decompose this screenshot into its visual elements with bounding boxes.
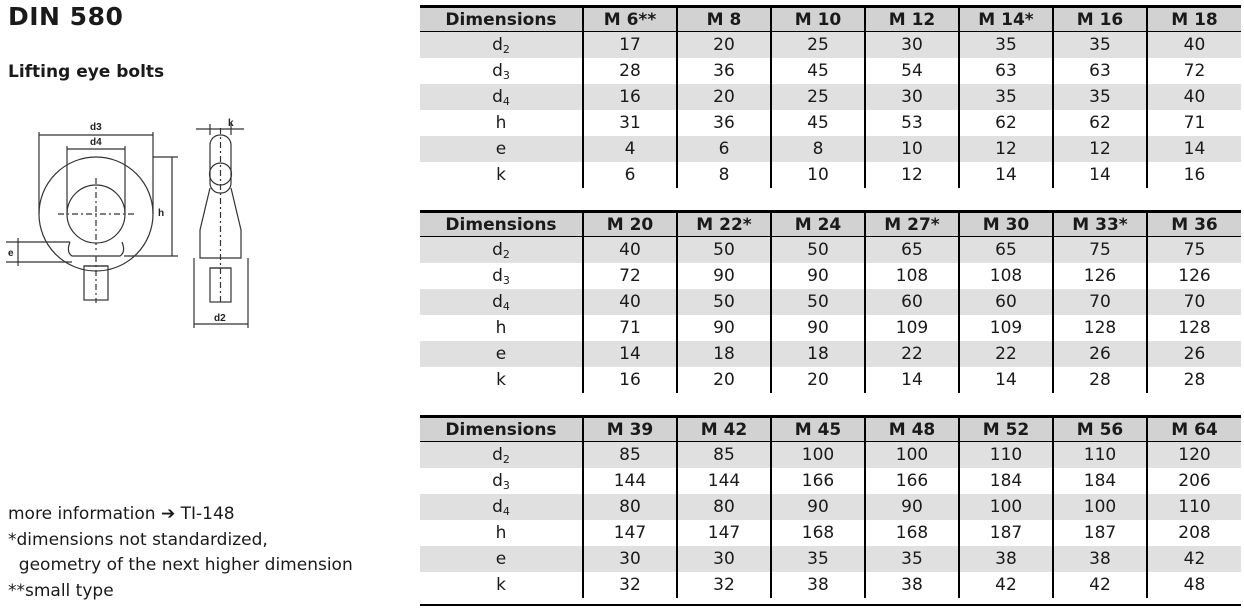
- table-cell: 25: [771, 84, 865, 110]
- symbol-letter: d: [492, 471, 503, 491]
- row-symbol: [420, 84, 583, 110]
- table-cell: 30: [865, 32, 959, 59]
- label-k: k: [228, 118, 234, 129]
- header-size: M 24: [771, 212, 865, 237]
- table-cell: 100: [771, 442, 865, 469]
- symbol-letter: h: [495, 113, 507, 133]
- table-cell: 30: [583, 546, 677, 572]
- table-cell: 187: [1053, 520, 1147, 546]
- table-cell: 4: [583, 136, 677, 162]
- header-dimensions: Dimensions: [420, 7, 583, 32]
- table-cell: 166: [865, 468, 959, 494]
- table-cell: 110: [959, 442, 1053, 469]
- table-cell: 32: [677, 572, 771, 598]
- row-symbol: [420, 468, 583, 494]
- table-cell: 36: [677, 58, 771, 84]
- row-symbol: [420, 367, 583, 393]
- table-cell: 90: [771, 263, 865, 289]
- table-cell: 42: [1053, 572, 1147, 598]
- header-dimensions: Dimensions: [420, 212, 583, 237]
- table-cell: 38: [959, 546, 1053, 572]
- table-cell: 128: [1053, 315, 1147, 341]
- row-symbol: [420, 263, 583, 289]
- symbol-letter: e: [495, 139, 507, 159]
- header-size: M 8: [677, 7, 771, 32]
- table-cell: 40: [1147, 32, 1241, 59]
- table-cell: 60: [959, 289, 1053, 315]
- table-cell: 71: [1147, 110, 1241, 136]
- table-cell: 62: [959, 110, 1053, 136]
- dimension-table-2: [420, 210, 1241, 393]
- table-cell: 70: [1053, 289, 1147, 315]
- table-cell: 35: [1053, 32, 1147, 59]
- table-cell: 38: [1053, 546, 1147, 572]
- table-cell: 65: [865, 237, 959, 264]
- table-cell: 110: [1053, 442, 1147, 469]
- table-cell: 30: [677, 546, 771, 572]
- table-cell: 108: [959, 263, 1053, 289]
- header-size: M 10: [771, 7, 865, 32]
- table-cell: 120: [1147, 442, 1241, 469]
- symbol-subscript: 2: [502, 43, 510, 56]
- table-cell: 12: [865, 162, 959, 188]
- table-row: [420, 367, 1241, 393]
- header-size: M 42: [677, 417, 771, 442]
- table-cell: 65: [959, 237, 1053, 264]
- table-cell: 22: [865, 341, 959, 367]
- table-row: [420, 58, 1241, 84]
- table-cell: 16: [583, 367, 677, 393]
- table-cell: 40: [583, 289, 677, 315]
- symbol-letter: e: [495, 549, 507, 569]
- table-cell: 28: [1053, 367, 1147, 393]
- header-size: M 56: [1053, 417, 1147, 442]
- bottom-rule: [420, 604, 1241, 606]
- header-size: M 27*: [865, 212, 959, 237]
- table-cell: 100: [1053, 494, 1147, 520]
- symbol-subscript: 3: [502, 274, 510, 287]
- row-symbol: [420, 341, 583, 367]
- table-row: [420, 572, 1241, 598]
- table-cell: 40: [583, 237, 677, 264]
- symbol-subscript: 4: [502, 505, 510, 518]
- table-row: [420, 520, 1241, 546]
- table-cell: 85: [583, 442, 677, 469]
- table-row: [420, 341, 1241, 367]
- table-cell: 75: [1053, 237, 1147, 264]
- table-cell: 10: [865, 136, 959, 162]
- table-row: [420, 442, 1241, 469]
- table-row: [420, 136, 1241, 162]
- table-cell: 14: [1053, 162, 1147, 188]
- table-header-row: [420, 7, 1241, 32]
- table-header-row: [420, 212, 1241, 237]
- table-cell: 126: [1147, 263, 1241, 289]
- table-cell: 110: [1147, 494, 1241, 520]
- table-cell: 35: [959, 32, 1053, 59]
- row-symbol: [420, 315, 583, 341]
- symbol-letter: d: [492, 35, 503, 55]
- header-size: M 33*: [1053, 212, 1147, 237]
- table-cell: 206: [1147, 468, 1241, 494]
- header-size: M 18: [1147, 7, 1241, 32]
- footnotes: [8, 502, 353, 604]
- table-row: [420, 315, 1241, 341]
- row-symbol: [420, 136, 583, 162]
- header-size: M 12: [865, 7, 959, 32]
- header-size: M 52: [959, 417, 1053, 442]
- row-symbol: [420, 546, 583, 572]
- page-subtitle: Lifting eye bolts: [8, 62, 165, 82]
- table-cell: 54: [865, 58, 959, 84]
- table-cell: 50: [677, 289, 771, 315]
- table-cell: 147: [677, 520, 771, 546]
- table-cell: 26: [1053, 341, 1147, 367]
- table-cell: 45: [771, 58, 865, 84]
- table-row: [420, 162, 1241, 188]
- table-cell: 40: [1147, 84, 1241, 110]
- table-cell: 35: [771, 546, 865, 572]
- table-cell: 22: [959, 341, 1053, 367]
- table-cell: 168: [865, 520, 959, 546]
- table-cell: 38: [771, 572, 865, 598]
- table-cell: 35: [1053, 84, 1147, 110]
- table-cell: 80: [677, 494, 771, 520]
- table-row: [420, 263, 1241, 289]
- table-cell: 187: [959, 520, 1053, 546]
- table-cell: 20: [677, 84, 771, 110]
- table-cell: 100: [959, 494, 1053, 520]
- table-cell: 184: [1053, 468, 1147, 494]
- table-cell: 20: [771, 367, 865, 393]
- table-cell: 12: [1053, 136, 1147, 162]
- symbol-subscript: 2: [502, 453, 510, 466]
- table-row: [420, 289, 1241, 315]
- note-small-type: **small type: [8, 580, 114, 601]
- header-size: M 39: [583, 417, 677, 442]
- label-e: e: [8, 248, 14, 259]
- table-cell: 30: [865, 84, 959, 110]
- table-cell: 72: [1147, 58, 1241, 84]
- symbol-subscript: 2: [502, 248, 510, 261]
- table-cell: 14: [959, 367, 1053, 393]
- table-row: [420, 110, 1241, 136]
- header-size: M 48: [865, 417, 959, 442]
- symbol-letter: d: [492, 240, 503, 260]
- table-cell: 208: [1147, 520, 1241, 546]
- table-cell: 147: [583, 520, 677, 546]
- label-d3: d3: [90, 122, 102, 133]
- table-row: [420, 546, 1241, 572]
- row-symbol: [420, 494, 583, 520]
- page-title: DIN 580: [8, 2, 124, 31]
- table-cell: 144: [583, 468, 677, 494]
- table-cell: 6: [677, 136, 771, 162]
- table-cell: 28: [583, 58, 677, 84]
- table-cell: 90: [865, 494, 959, 520]
- table-cell: 48: [1147, 572, 1241, 598]
- table-cell: 70: [1147, 289, 1241, 315]
- table-cell: 144: [677, 468, 771, 494]
- symbol-letter: k: [496, 370, 506, 390]
- table-cell: 14: [959, 162, 1053, 188]
- table-cell: 50: [771, 237, 865, 264]
- table-cell: 85: [677, 442, 771, 469]
- table-cell: 90: [771, 315, 865, 341]
- table-cell: 90: [677, 263, 771, 289]
- table-cell: 32: [583, 572, 677, 598]
- table-cell: 50: [677, 237, 771, 264]
- table-row: [420, 468, 1241, 494]
- table-cell: 28: [1147, 367, 1241, 393]
- table-cell: 109: [865, 315, 959, 341]
- table-cell: 90: [771, 494, 865, 520]
- table-cell: 20: [677, 367, 771, 393]
- table-cell: 38: [865, 572, 959, 598]
- table-cell: 45: [771, 110, 865, 136]
- label-d4: d4: [90, 137, 102, 148]
- table-cell: 8: [677, 162, 771, 188]
- note-not-standardized: *dimensions not standardized,: [8, 529, 268, 550]
- table-cell: 166: [771, 468, 865, 494]
- table-cell: 128: [1147, 315, 1241, 341]
- symbol-letter: d: [492, 292, 503, 312]
- table-cell: 26: [1147, 341, 1241, 367]
- row-symbol: [420, 442, 583, 469]
- table-cell: 14: [583, 341, 677, 367]
- table-cell: 60: [865, 289, 959, 315]
- table-cell: 72: [583, 263, 677, 289]
- header-size: M 45: [771, 417, 865, 442]
- table-cell: 168: [771, 520, 865, 546]
- table-cell: 80: [583, 494, 677, 520]
- table-header-row: [420, 417, 1241, 442]
- row-symbol: [420, 289, 583, 315]
- header-dimensions: Dimensions: [420, 417, 583, 442]
- table-cell: 17: [583, 32, 677, 59]
- table-cell: 35: [959, 84, 1053, 110]
- table-cell: 50: [771, 289, 865, 315]
- table-cell: 31: [583, 110, 677, 136]
- symbol-letter: d: [492, 61, 503, 81]
- table-cell: 42: [959, 572, 1053, 598]
- table-cell: 16: [1147, 162, 1241, 188]
- row-symbol: [420, 572, 583, 598]
- header-size: M 36: [1147, 212, 1241, 237]
- table-cell: 90: [677, 315, 771, 341]
- symbol-subscript: 4: [502, 300, 510, 313]
- table-cell: 18: [677, 341, 771, 367]
- table-cell: 8: [771, 136, 865, 162]
- symbol-letter: k: [496, 165, 506, 185]
- table-cell: 53: [865, 110, 959, 136]
- table-cell: 35: [865, 546, 959, 572]
- dimension-table-1: [420, 5, 1241, 188]
- table-cell: 184: [959, 468, 1053, 494]
- symbol-letter: d: [492, 87, 503, 107]
- table-row: [420, 32, 1241, 59]
- symbol-letter: e: [495, 344, 507, 364]
- label-h: h: [158, 208, 165, 219]
- table-row: [420, 84, 1241, 110]
- table-cell: 63: [959, 58, 1053, 84]
- symbol-subscript: 3: [502, 69, 510, 82]
- table-row: [420, 237, 1241, 264]
- symbol-letter: h: [495, 523, 507, 543]
- header-size: M 20: [583, 212, 677, 237]
- table-cell: 108: [865, 263, 959, 289]
- row-symbol: [420, 162, 583, 188]
- symbol-letter: d: [492, 497, 503, 517]
- table-cell: 109: [959, 315, 1053, 341]
- table-cell: 20: [677, 32, 771, 59]
- table-cell: 14: [1147, 136, 1241, 162]
- table-cell: 25: [771, 32, 865, 59]
- table-cell: 63: [1053, 58, 1147, 84]
- eye-bolt-drawing: [6, 118, 256, 333]
- row-symbol: [420, 520, 583, 546]
- table-cell: 62: [1053, 110, 1147, 136]
- table-cell: 16: [583, 84, 677, 110]
- row-symbol: [420, 237, 583, 264]
- symbol-subscript: 4: [502, 95, 510, 108]
- symbol-letter: k: [496, 575, 506, 595]
- header-size: M 14*: [959, 7, 1053, 32]
- symbol-letter: d: [492, 445, 503, 465]
- row-symbol: [420, 32, 583, 59]
- symbol-letter: h: [495, 318, 507, 338]
- symbol-subscript: 3: [502, 479, 510, 492]
- label-d2: d2: [214, 313, 226, 324]
- table-cell: 10: [771, 162, 865, 188]
- table-cell: 100: [865, 442, 959, 469]
- table-cell: 18: [771, 341, 865, 367]
- symbol-letter: d: [492, 266, 503, 286]
- note-geometry: geometry of the next higher dimension: [8, 555, 353, 575]
- table-cell: 14: [865, 367, 959, 393]
- table-cell: 6: [583, 162, 677, 188]
- row-symbol: [420, 58, 583, 84]
- note-more-info: more information ➔ TI-148: [8, 504, 235, 524]
- header-size: M 30: [959, 212, 1053, 237]
- table-cell: 75: [1147, 237, 1241, 264]
- table-cell: 42: [1147, 546, 1241, 572]
- dimension-table-3: [420, 415, 1241, 598]
- table-cell: 12: [959, 136, 1053, 162]
- header-size: M 16: [1053, 7, 1147, 32]
- header-size: M 22*: [677, 212, 771, 237]
- table-cell: 71: [583, 315, 677, 341]
- table-cell: 126: [1053, 263, 1147, 289]
- header-size: M 64: [1147, 417, 1241, 442]
- table-row: [420, 494, 1241, 520]
- header-size: M 6**: [583, 7, 677, 32]
- table-cell: 36: [677, 110, 771, 136]
- row-symbol: [420, 110, 583, 136]
